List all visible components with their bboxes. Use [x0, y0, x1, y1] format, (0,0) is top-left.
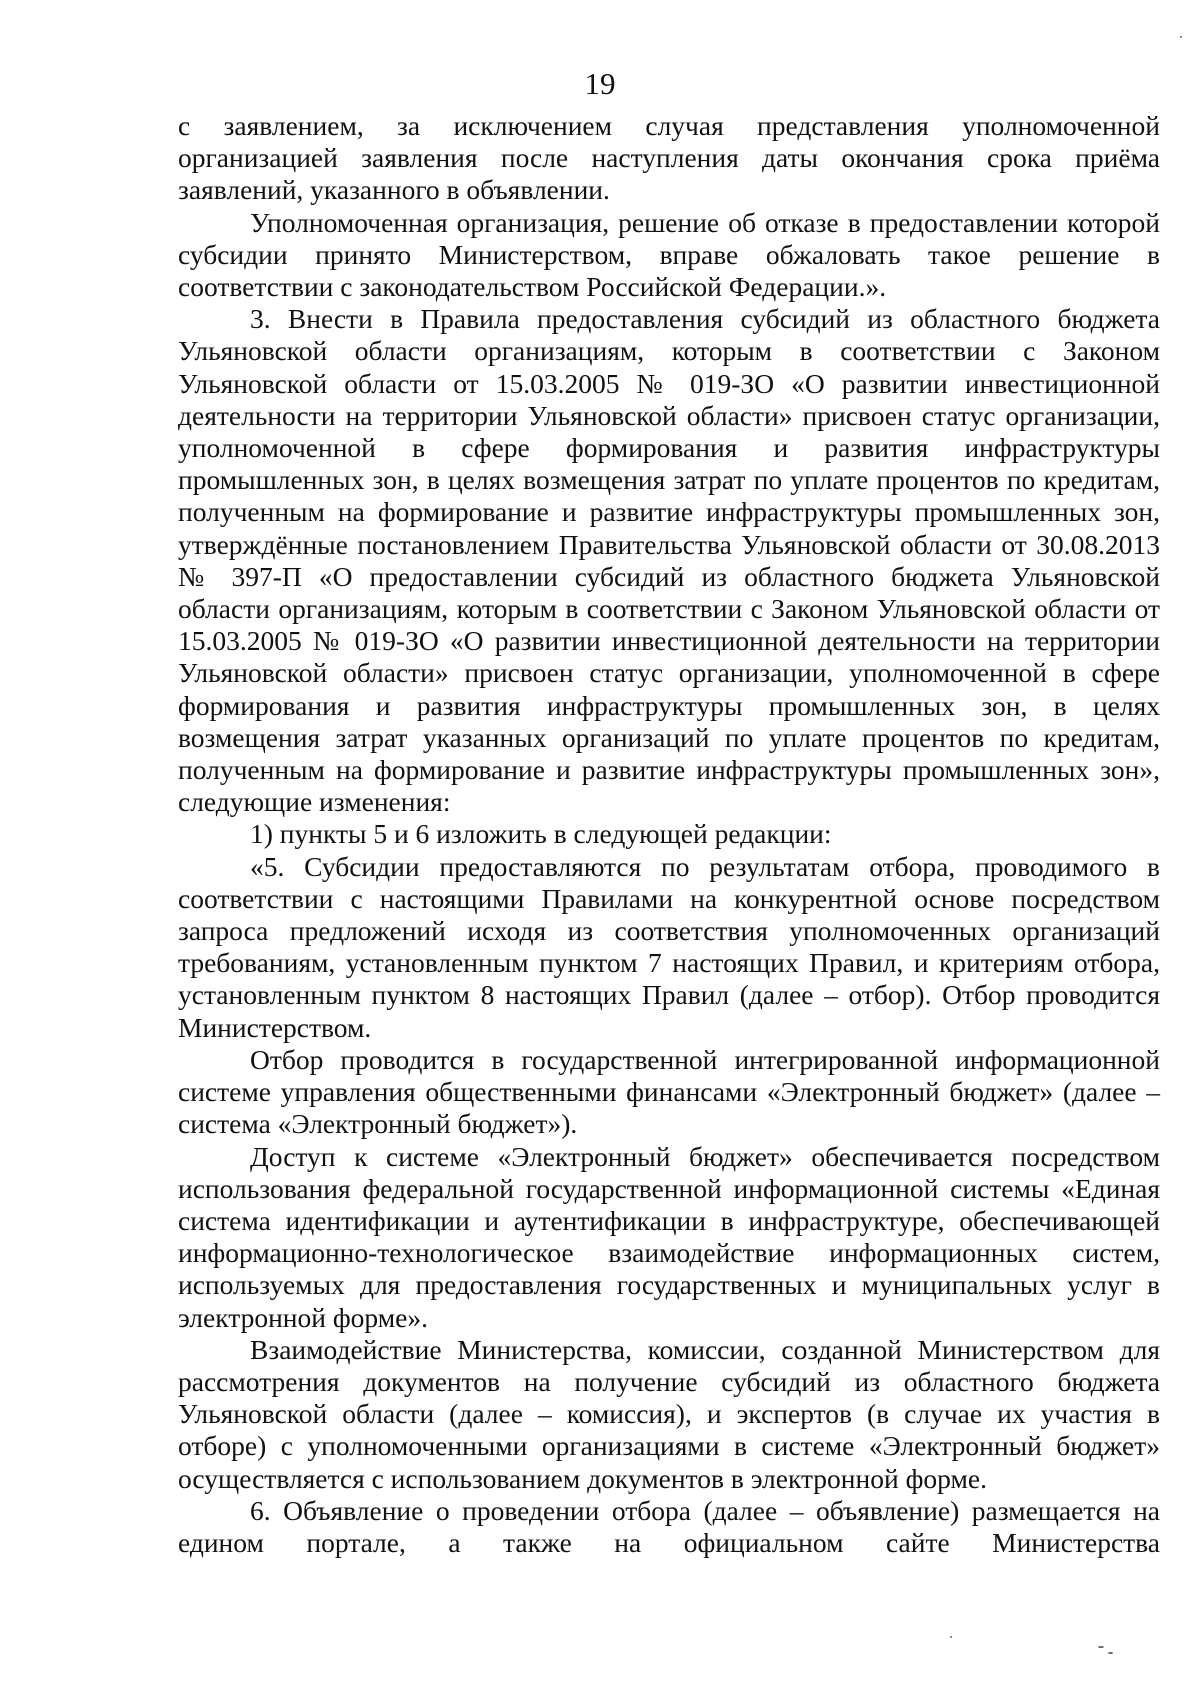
paragraph-clause-6: 6. Объявление о проведении отбора (далее – объявление) размещается на едином портале, а также на официальном сайте Министерства: [178, 1494, 1160, 1558]
scan-speck: [1180, 36, 1182, 38]
page-number: 19: [584, 66, 616, 101]
paragraph-interaction: Взаимодействие Министерства, комиссии, созданной Министерством для рассмотрения документов на получение субсидий из областного бюджета Ульяновской области (далее – комиссия), и экспертов (в случае их участия в отборе) с уполномоченными организациями в системе «Электронный бюджет» осуществляется с использованием документов в электронной форме.: [178, 1333, 1160, 1494]
paragraph-continuation: с заявлением, за исключением случая представления уполномоченной организацией заявления после наступления даты окончания срока приёма заявлений, указанного в объявлении.: [178, 110, 1160, 206]
scan-speck: [1098, 1646, 1104, 1648]
scan-speck: [950, 1636, 952, 1638]
paragraph-system-access: Доступ к системе «Электронный бюджет» обеспечивается посредством использования федеральной государственной информационной системы «Единая система идентификации и аутентификации в инфраструктуре, обеспечивающей информационно-технологическое взаимодействие информационных систем, используемых для предоставления государственных и муниципальных услуг в электронной форме».: [178, 1140, 1160, 1333]
paragraph-selection-system: Отбор проводится в государственной интегрированной информационной системе управления общественными финансами «Электронный бюджет» (далее – система «Электронный бюджет»).: [178, 1043, 1160, 1140]
paragraph-item-3: 3. Внести в Правила предоставления субсидий из областного бюджета Ульяновской области организациям, которым в соответствии с Законом Ульяновской области от 15.03.2005 № 019-ЗО «О развитии инвестиционной деятельности на территории Ульяновской области» присвоен статус организации, уполномоченной в сфере формирования и развития инфраструктуры промышленных зон, в целях возмещения затрат по уплате процентов по кредитам, полученным на формирование и развитие инфраструктуры промышленных зон, утверждённые постановлением Правительства Ульяновской области от 30.08.2013 № 397-П «О предоставлении субсидий из областного бюджета Ульяновской области организациям, которым в соответствии с Законом Ульяновской области от 15.03.2005 № 019-ЗО «О развитии инвестиционной деятельности на территории Ульяновской области» присвоен статус организации, уполномоченной в сфере формирования и развития инфраструктуры промышленных зон, в целях возмещения затрат указанных организаций по уплате процентов по кредитам, полученным на формирование и развитие инфраструктуры промышленных зон», следующие изменения:: [178, 303, 1160, 818]
paragraph-appeal-right: Уполномоченная организация, решение об отказе в предоставлении которой субсидии принято Министерством, вправе обжаловать такое решение в соответствии с законодательством Российской Федерации.».: [178, 206, 1160, 303]
paragraph-clause-5: «5. Субсидии предоставляются по результатам отбора, проводимого в соответствии с настоящими Правилами на конкурентной основе посредством запроса предложений исходя из соответствия уполномоченных организаций требованиям, установленным пунктом 7 настоящих Правил, и критериям отбора, установленным пунктом 8 настоящих Правил (далее – отбор). Отбор проводится Министерством.: [178, 850, 1160, 1043]
scan-speck: [1108, 1652, 1113, 1654]
paragraph-subitem-1: 1) пункты 5 и 6 изложить в следующей редакции:: [250, 818, 832, 850]
document-body: [178, 110, 1160, 1559]
